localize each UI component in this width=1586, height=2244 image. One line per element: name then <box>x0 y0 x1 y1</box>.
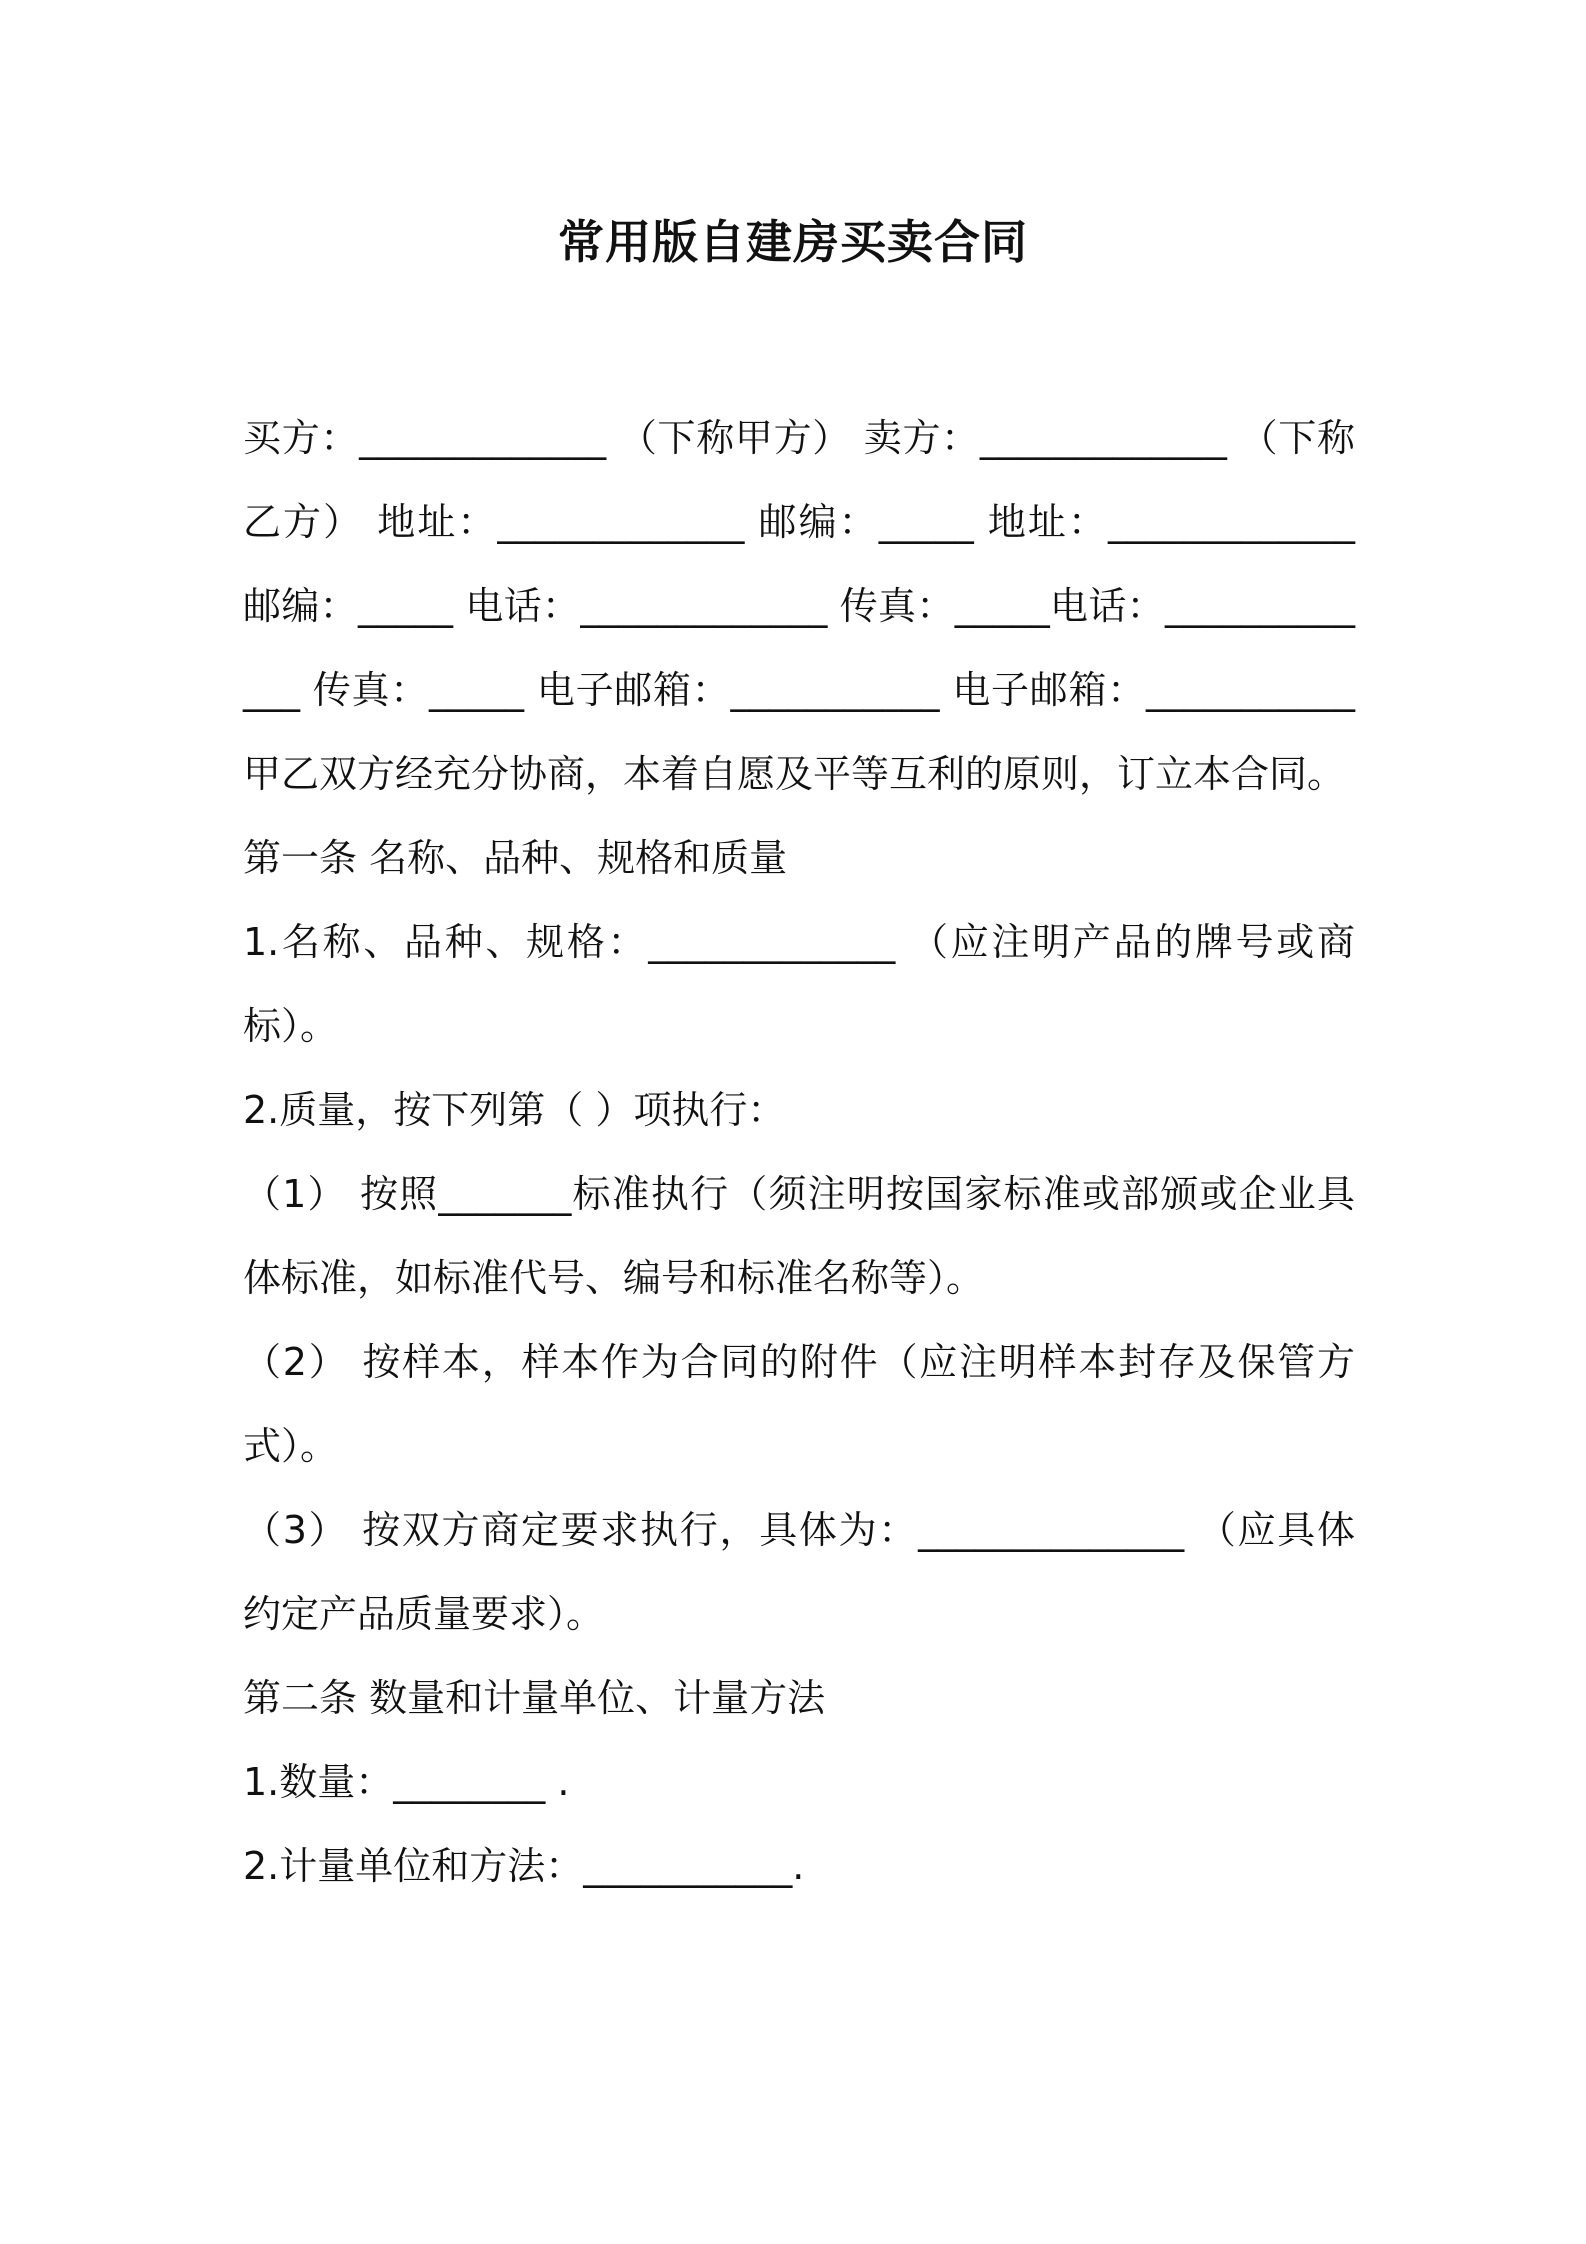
article-2-heading: 第二条 数量和计量单位、计量方法 <box>243 1676 826 1720</box>
article-1-item-2: 2.质量，按下列第（ ）项执行： <box>243 1088 786 1132</box>
contract-preamble: 买方：_____________ （下称甲方） 卖方：_____________ （下称乙方） 地址：_____________ 邮编：_____ 地址：_____________ 邮编：_____ 电话：_____________ 传真：_____电话：_____________ 传真：_____ 电子邮箱：___________ 电子邮箱：___________ 甲乙双方经充分协商，本着自愿及平等互利的原则，订立本合同。 <box>243 416 1355 796</box>
article-1-item-2-option-1: （1） 按照_______标准执行（须注明按国家标准或部颁或企业具体标准，如标准代号、编号和标准名称等）。 <box>243 1172 1355 1300</box>
article-2-item-2: 2.计量单位和方法：___________. <box>243 1844 805 1888</box>
article-1-item-2-option-3: （3） 按双方商定要求执行，具体为：______________ （应具体约定产品质量要求）。 <box>243 1508 1355 1636</box>
article-1-item-1: 1.名称、品种、规格：_____________ （应注明产品的牌号或商标）。 <box>243 920 1355 1048</box>
article-2-item-1: 1.数量：________ . <box>243 1760 570 1804</box>
document-body <box>243 396 1355 1908</box>
document-title: 常用版自建房买卖合同 <box>558 215 1028 269</box>
article-1-item-2-option-2: （2） 按样本，样本作为合同的附件（应注明样本封存及保管方式）。 <box>243 1340 1355 1468</box>
article-1-heading: 第一条 名称、品种、规格和质量 <box>243 836 788 880</box>
